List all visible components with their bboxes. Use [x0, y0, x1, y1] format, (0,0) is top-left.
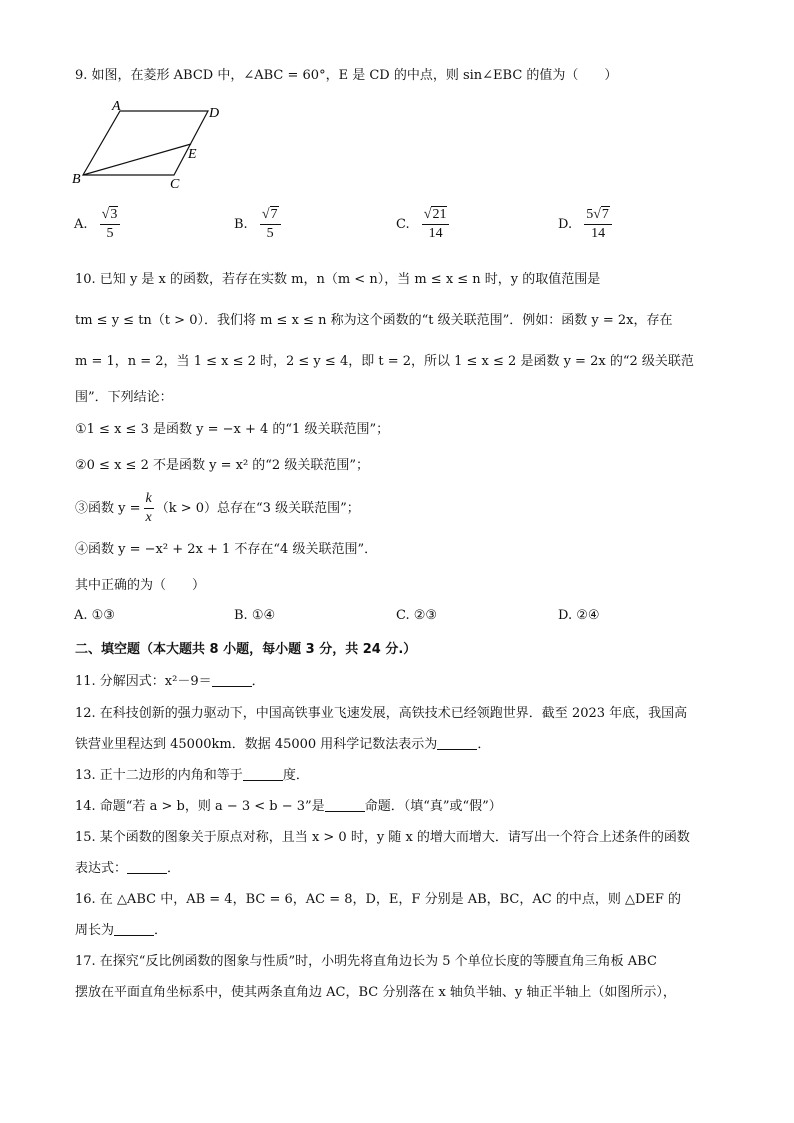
label-b: B	[72, 172, 81, 187]
q10-option-b[interactable]: B. ①④	[234, 608, 276, 623]
q16-line-2: 周长为 ．	[75, 923, 168, 938]
q16-line-1: 16. 在 △ABC 中，AB = 4，BC = 6，AC = 8，D，E，F 分别是 AB，BC，AC 的中点，则 △DEF 的	[75, 892, 682, 907]
q11: 11. 分解因式：x²－9＝ ．	[75, 674, 265, 689]
q15-line-2: 表达式： ．	[75, 861, 181, 876]
q9-option-b-fraction: $\frac{√7}{5}$	[260, 206, 281, 243]
q9-option-a-fraction: $\frac{√3}{5}$	[100, 206, 121, 243]
q10-statement-3: ③函数 y = $\frac{k}{x}$ （k > 0）总存在“3 级关联范围”；	[75, 491, 360, 525]
q16-answer-blank[interactable]	[114, 921, 154, 936]
q10-line-1: 10. 已知 y 是 x 的函数，若存在实数 m，n（m < n），当 m ≤ x ≤ n 时，y 的取值范围是	[75, 272, 601, 287]
q14: 14. 命题“若 a > b，则 a − 3 < b − 3”是 命题．（填“真”或“假”）	[75, 799, 502, 814]
rhombus-figure	[66, 99, 220, 192]
q10-statement-4: ④函数 y = −x² + 2x + 1 不存在“4 级关联范围”．	[75, 542, 378, 557]
q17-line-1: 17. 在探究“反比例函数的图象与性质”时，小明先将直角边长为 5 个单位长度的等腰直角三角板 ABC	[75, 954, 657, 969]
q10-statement-2: ②0 ≤ x ≤ 2 不是函数 y = x² 的“2 级关联范围”；	[75, 458, 369, 473]
q12-line-2: 铁营业里程达到 45000km．数据 45000 用科学记数法表示为 ．	[75, 737, 491, 752]
label-a: A	[112, 99, 121, 114]
q10-option-a[interactable]: A. ①③	[74, 608, 115, 623]
q9-option-a[interactable]	[74, 206, 120, 243]
q15-answer-blank[interactable]	[127, 859, 167, 874]
q10-option-c[interactable]: C. ②③	[396, 608, 438, 623]
q10-option-d[interactable]: D. ②④	[558, 608, 600, 623]
q10-line-3: m = 1，n = 2，当 1 ≤ x ≤ 2 时，2 ≤ y ≤ 4，即 t = 2，所以 1 ≤ x ≤ 2 是函数 y = 2x 的“2 级关联范	[75, 354, 694, 369]
q10-line-4: 围”．下列结论：	[75, 390, 173, 405]
q9-option-c-fraction: $\frac{√21}{14}$	[422, 206, 450, 243]
q9-option-a-letter: A.	[74, 217, 88, 232]
q10-ask: 其中正确的为（ ）	[75, 578, 206, 593]
q9-option-d[interactable]	[558, 206, 612, 243]
q10-statement-1: ①1 ≤ x ≤ 3 是函数 y = −x + 4 的“1 级关联范围”；	[75, 422, 390, 437]
q9-option-d-fraction: $\frac{5√7}{14}$	[584, 206, 612, 243]
q9-option-c[interactable]	[396, 206, 449, 243]
q14-answer-blank[interactable]	[325, 797, 365, 812]
q12-line-1: 12. 在科技创新的强力驱动下，中国高铁事业飞速发展，高铁技术已经领跑世界．截至 2023 年底，我国高	[75, 706, 688, 721]
q12-answer-blank[interactable]	[437, 735, 477, 750]
q9-option-b-letter: B.	[234, 217, 248, 232]
q9-stem: 9. 如图，在菱形 ABCD 中，∠ABC = 60°，E 是 CD 的中点，则 sin∠EBC 的值为（ ）	[75, 68, 618, 83]
section-2-heading: 二、填空题（本大题共 8 小题，每小题 3 分，共 24 分.）	[75, 642, 417, 657]
q9-option-b[interactable]	[234, 206, 281, 243]
q10-line-2: tm ≤ y ≤ tn（t > 0）．我们将 m ≤ x ≤ n 称为这个函数的“t 级关联范围”．例如：函数 y = 2x，存在	[75, 313, 673, 328]
q13: 13. 正十二边形的内角和等于 度．	[75, 768, 309, 783]
q13-answer-blank[interactable]	[243, 766, 283, 781]
q17-line-2: 摆放在平面直角坐标系中，使其两条直角边 AC，BC 分别落在 x 轴负半轴、y 轴正半轴上（如图所示），	[75, 985, 676, 1000]
q11-answer-blank[interactable]	[212, 672, 252, 687]
label-d: D	[209, 106, 220, 121]
label-c: C	[170, 177, 180, 192]
q9-option-d-letter: D.	[558, 217, 573, 232]
q15-line-1: 15. 某个函数的图象关于原点对称，且当 x > 0 时，y 随 x 的增大而增大．请写出一个符合上述条件的函数	[75, 830, 690, 845]
q9-option-c-letter: C.	[396, 217, 410, 232]
label-e: E	[188, 147, 197, 162]
